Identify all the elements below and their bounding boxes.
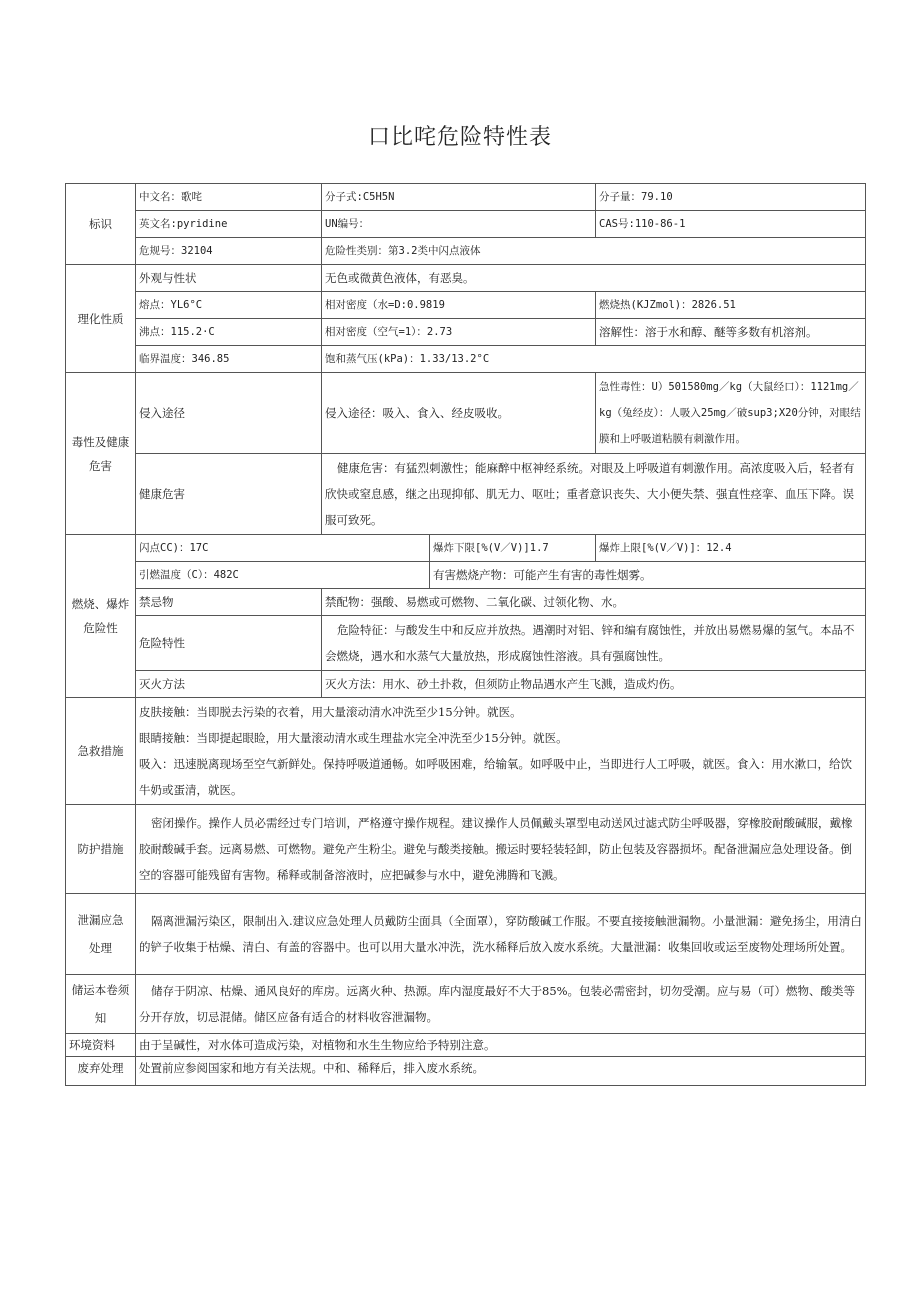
solubility: 溶解性：溶于水和醇、醚等多数有机溶剂。 xyxy=(596,319,866,346)
section-label-storage xyxy=(66,975,136,1034)
first-aid-eye: 眼睛接触：当即提起眼睑，用大量滚动清水或生理盐水完全冲洗至少15分钟。就医。 xyxy=(139,731,568,745)
phys-row-3 xyxy=(66,319,866,346)
en-name: 英文名:pyridine xyxy=(136,211,322,238)
critical-temp: 临界温度：346.85 xyxy=(136,346,322,373)
tox-row-2 xyxy=(66,454,866,535)
store-row xyxy=(66,975,866,1034)
phys-row-4 xyxy=(66,346,866,373)
density-water: 相对密度（水=D:0.9819 xyxy=(322,292,596,319)
route-value: 侵入途径：吸入、食入、经皮吸收。 xyxy=(322,373,596,454)
combustion-heat: 燃烧热(KJZmol)：2826.51 xyxy=(596,292,866,319)
fire-row-5 xyxy=(66,671,866,698)
disposal-text: 处置前应参阅国家和地方有关法规。中和、稀释后，排入废水系统。 xyxy=(136,1057,866,1086)
protect-row xyxy=(66,805,866,894)
section-label-physical: 理化性质 xyxy=(66,265,136,373)
fire-label-line-1: 燃烧、爆炸 xyxy=(71,597,130,611)
cas-number: CAS号:110-86-1 xyxy=(596,211,866,238)
density-air: 相对密度（空气=1）：2.73 xyxy=(322,319,596,346)
health-label: 健康危害 xyxy=(136,454,322,535)
fire-label-line-2: 危险性 xyxy=(83,621,118,635)
protection-text: 密闭操作。操作人员必需经过专门培训，严格遵守操作规程。建议操作人员佩戴头罩型电动送风过滤式防尘呼吸器，穿橡胶耐酸碱服，戴橡胶耐酸碱手套。远离易燃、可燃物。避免产生粉尘。避免与酸类接触。搬运时要轻装轻卸，防止包装及容器损坏。配备泄漏应急处理设备。倒空的容器可能残留有害物。稀释或制备溶液时，应把碱参与水中，避免沸腾和飞溅。 xyxy=(136,805,866,894)
lower-explosive-limit: 爆炸下限[%(V／V)]1.7 xyxy=(430,535,596,562)
formula: 分子式:C5H5N xyxy=(322,184,596,211)
dg-number: 危规号：32104 xyxy=(136,238,322,265)
first-aid-content xyxy=(136,698,866,805)
fire-row-1 xyxy=(66,535,866,562)
cn-name: 中文名：歌咤 xyxy=(136,184,322,211)
appearance-label: 外观与性状 xyxy=(136,265,322,292)
hazard-value: 危险特征：与酸发生中和反应并放热。遇潮时对铝、锌和编有腐蚀性，并放出易燃易爆的氢气。本品不会燃烧，遇水和水蒸气大量放热，形成腐蚀性溶液。具有强腐蚀性。 xyxy=(322,616,866,671)
storage-label-line-2: 知 xyxy=(94,1011,107,1025)
leak-label-line-1: 泄漏应急 xyxy=(77,913,124,927)
section-label-first-aid: 急救措施 xyxy=(66,698,136,805)
phys-row-1 xyxy=(66,265,866,292)
waste-row xyxy=(66,1057,866,1086)
section-label-environment: 环境资料 xyxy=(66,1034,136,1057)
fire-row-3 xyxy=(66,589,866,616)
env-row xyxy=(66,1034,866,1057)
hazard-table xyxy=(65,183,866,1086)
ignition-temp: 引燃温度（C）：482C xyxy=(136,562,430,589)
storage-text: 储存于阴凉、枯燥、通风良好的库房。远离火种、热源。库内湿度最好不大于85%。包装必需密封，切勿受潮。应与易（可）燃物、酸类等分开存放，切忌混储。储区应备有适合的材料收容泄漏物。 xyxy=(136,975,866,1034)
id-row-2 xyxy=(66,211,866,238)
route-label: 侵入途径 xyxy=(136,373,322,454)
melting-point: 熔点：YL6°C xyxy=(136,292,322,319)
acute-toxicity: 急性毒性：U）501580mg／kg（大鼠经口）：1121mg／kg（兔经皮）：人吸入25mg／破sup3;X20分钟，对眼结膜和上呼吸道粘膜有刺激作用。 xyxy=(596,373,866,454)
section-label-fire xyxy=(66,535,136,698)
flash-point: 闪点CC)：17C xyxy=(136,535,430,562)
section-label-disposal: 废弃处理 xyxy=(66,1057,136,1086)
storage-label-line-1: 储运本卷须 xyxy=(71,983,130,997)
phys-row-2 xyxy=(66,292,866,319)
aid-row xyxy=(66,698,866,805)
leak-label-line-2: 处理 xyxy=(89,941,112,955)
dg-class: 危险性类别：第3.2类中闪点液体 xyxy=(322,238,866,265)
id-row-1 xyxy=(66,184,866,211)
first-aid-skin: 皮肤接触：当即脱去污染的衣着，用大量滚动清水冲洗至少15分钟。就医。 xyxy=(139,705,522,719)
page-title: 口比咤危险特性表 xyxy=(367,125,552,150)
taboo-label: 禁忌物 xyxy=(136,589,322,616)
hazard-label: 危险特性 xyxy=(136,616,322,671)
fire-row-2 xyxy=(66,562,866,589)
leak-text: 隔离泄漏污染区，限制出入.建议应急处理人员戴防尘面具（全面罩），穿防酸碱工作服。不要直接接触泄漏物。小量泄漏：避免扬尘，用清白的铲子收集于枯燥、清白、有盖的容器中。也可以用大量水冲洗，洗水稀释后放入废水系统。大量泄漏：收集回收或运至废物处理场所处置。 xyxy=(136,894,866,975)
extinguish-label: 灭火方法 xyxy=(136,671,322,698)
toxicity-label-line-1: 毒性及健康 xyxy=(71,434,130,449)
extinguish-value: 灭火方法：用水、砂土扑救，但须防止物品遇水产生飞溅，造成灼伤。 xyxy=(322,671,866,698)
fire-row-4 xyxy=(66,616,866,671)
vapor-pressure: 饱和蒸气压(kPa)：1.33/13.2°C xyxy=(322,346,866,373)
section-label-protection: 防护措施 xyxy=(66,805,136,894)
toxicity-label-line-2: 危害 xyxy=(89,458,112,473)
appearance-value: 无色或微黄色液体，有恶臭。 xyxy=(322,265,866,292)
section-label-leak xyxy=(66,894,136,975)
id-row-3 xyxy=(66,238,866,265)
leak-row xyxy=(66,894,866,975)
tox-row-1 xyxy=(66,373,866,454)
boiling-point: 沸点：115.2·C xyxy=(136,319,322,346)
un-number: UN编号： xyxy=(322,211,596,238)
environment-text: 由于呈碱性，对水体可造成污染，对植物和水生生物应给予特别注意。 xyxy=(136,1034,866,1057)
molecular-weight: 分子量：79.10 xyxy=(596,184,866,211)
first-aid-inhale: 吸入：迅速脱离现场至空气新鲜处。保持呼吸道通畅。如呼吸困难，给输氧。如呼吸中止，当即进行人工呼吸，就医。食入：用水漱口，给饮牛奶或蛋清，就医。 xyxy=(139,757,852,797)
upper-explosive-limit: 爆炸上限[%(V／V)]：12.4 xyxy=(596,535,866,562)
section-label-identity: 标识 xyxy=(66,184,136,265)
section-label-toxicity xyxy=(66,373,136,535)
taboo-value: 禁配物：强酸、易燃或可燃物、二氧化碳、过领化物、水。 xyxy=(322,589,866,616)
combustion-products: 有害燃烧产物：可能产生有害的毒性烟雾。 xyxy=(430,562,866,589)
health-value: 健康危害：有猛烈刺激性；能麻醉中枢神经系统。对眼及上呼吸道有刺激作用。高浓度吸入后，轻者有欣快或窒息感，继之出现抑郁、肌无力、呕吐；重者意识丧失、大小便失禁、强直性痉挛、血压下降。误服可致死。 xyxy=(322,454,866,535)
